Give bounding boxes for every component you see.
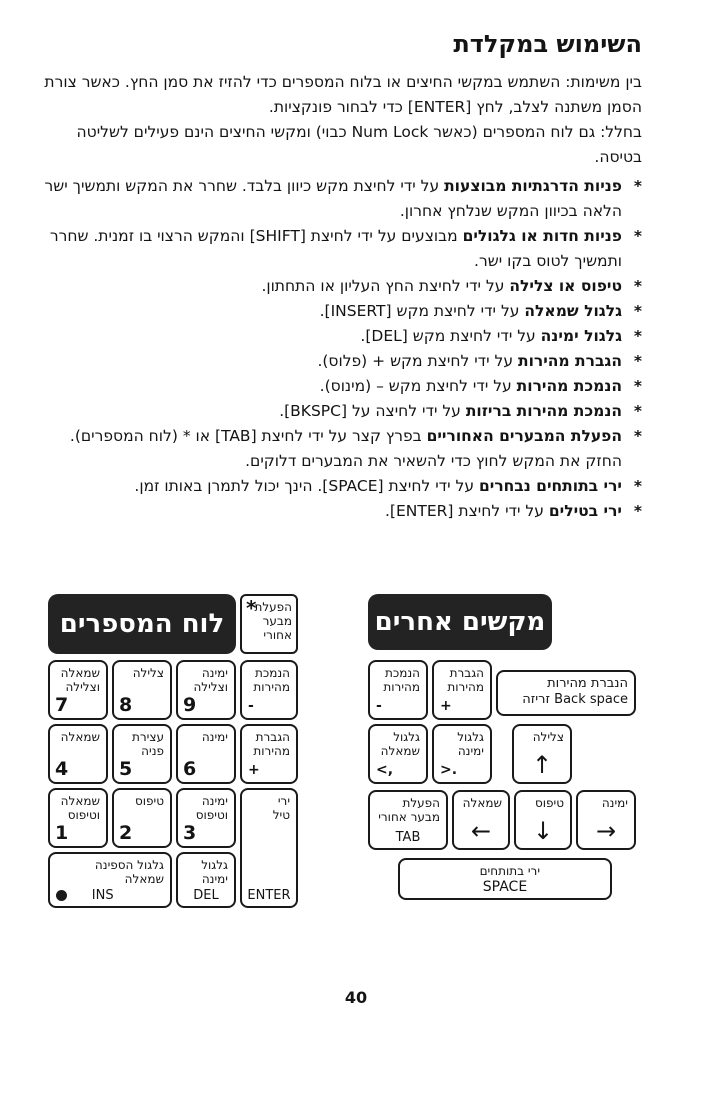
bullet-star: * xyxy=(633,302,642,320)
key-number: 2 xyxy=(119,822,133,844)
list-item xyxy=(42,399,642,424)
intro-paragraph-missions: בין משימות: השתמש במקשי החיצים או בלוח המספרים כדי להזיז את סמן החץ. כאשר צורת הסמן משתנה לצלב, לחץ [ENTER] כדי לבחור פונקציות. xyxy=(44,73,642,116)
key-label: הנמכת מהירות xyxy=(383,666,420,694)
numpad-key-0[interactable] xyxy=(48,852,172,908)
bullet-star: * xyxy=(633,502,642,520)
list-item-text: על ידי לחיצת מקש [INSERT]. xyxy=(319,302,525,320)
arrow-up-icon: ↑ xyxy=(531,751,553,779)
page-number: 40 xyxy=(344,988,368,1007)
list-item xyxy=(42,424,642,474)
bullet-star: * xyxy=(633,427,642,445)
key-label: גלגול שמאלה xyxy=(380,730,420,758)
plus-symbol: + xyxy=(248,762,260,778)
key-english-label: TAB xyxy=(395,830,421,845)
bullet-star: * xyxy=(633,477,642,495)
key-left[interactable] xyxy=(452,790,510,850)
list-item-text: מבוצעים על ידי לחיצת [SHIFT] והמקש הרצוי בו זמנית. שחרר ותמשיך לטוס בקו ישר. xyxy=(49,227,622,270)
key-label: גלגול ימינה xyxy=(201,858,228,886)
key-label: שמאלה xyxy=(60,730,100,744)
key-roll-left[interactable] xyxy=(368,724,428,784)
key-right[interactable] xyxy=(576,790,636,850)
key-label: הנברת מהירות Back space זריזה xyxy=(522,676,628,707)
list-item-bold: הגברת מהירות xyxy=(517,352,622,370)
key-label: הפעלת מבער אחורי xyxy=(378,796,440,824)
numpad-key-del[interactable] xyxy=(176,852,236,908)
numpad-key-8[interactable] xyxy=(112,660,172,720)
numpad-key-2[interactable] xyxy=(112,788,172,848)
plus-symbol: + xyxy=(440,698,452,714)
other-keys-header: מקשים אחרים xyxy=(368,594,552,650)
list-item-bold: הנמכת מהירות xyxy=(516,377,622,395)
key-label: ימינה xyxy=(201,730,228,744)
list-item-text: על ידי לחיצת החץ העליון או התחתון. xyxy=(261,277,510,295)
numpad-key-1[interactable] xyxy=(48,788,108,848)
key-number: 8 xyxy=(119,694,133,716)
numpad-key-4[interactable] xyxy=(48,724,108,784)
numpad-header: לוח המספרים xyxy=(48,594,236,654)
list-item-text: על ידי לחיצת מקש כיוון בלבד. שחרר את המקש ותמשיך ישר הלאה בכיוון המקש שנלחץ אחרון. xyxy=(44,177,622,220)
page-title: השימוש במקלדת xyxy=(453,30,642,58)
numpad-key-minus[interactable] xyxy=(240,660,298,720)
key-number: 9 xyxy=(183,694,197,716)
list-item-bold: ירי בתותחים נבחרים xyxy=(478,477,622,495)
bullet-star: * xyxy=(633,402,642,420)
list-item-text: בפרץ קצר על ידי לחיצת [TAB] או * (לוח המספרים). החזק את המקש לחוץ כדי להשאיר את המבערים דלוקים. xyxy=(69,427,622,470)
list-item-bold: גלגול ימינה xyxy=(540,327,622,345)
bullet-star: * xyxy=(633,177,642,195)
key-number: 5 xyxy=(119,758,133,780)
bullet-star: * xyxy=(633,227,642,245)
key-label: הפעלת מבער אחורי xyxy=(254,600,292,642)
intro-text xyxy=(42,70,642,170)
key-label: הנמכת מהירות xyxy=(253,666,290,694)
key-label: עצירת פניה xyxy=(132,730,164,758)
arrow-down-icon: ↓ xyxy=(532,817,554,845)
numpad-key-enter[interactable] xyxy=(240,788,298,908)
list-item-text: על ידי לחיצת מקש + (פלוס). xyxy=(317,352,518,370)
arrow-right-icon: → xyxy=(595,817,617,845)
key-number: 4 xyxy=(55,758,69,780)
numpad-key-7[interactable] xyxy=(48,660,108,720)
list-item xyxy=(42,499,642,524)
key-label: ימינה וצלילה xyxy=(193,666,228,694)
key-label: צלילה xyxy=(132,666,164,680)
list-item-text: על ידי לחיצת [SPACE]. הינך יכול לתמרן באותו זמן. xyxy=(134,477,479,495)
list-item-text: על ידי לחיצת מקש [DEL]. xyxy=(360,327,541,345)
intro-paragraph-space: בחלל: גם לוח המספרים (כאשר Num Lock כבוי) ומקשי החיצים הינם פעילים לשליטה בטיסה. xyxy=(76,123,642,166)
ins-label: INS xyxy=(91,888,114,903)
bullet-star: * xyxy=(633,377,642,395)
key-backspace[interactable] xyxy=(496,670,636,716)
period-greater-than-symbol: >. xyxy=(440,762,458,778)
key-decrease-speed[interactable] xyxy=(368,660,428,720)
list-item-text: על ידי לחיצה על [BKSPC]. xyxy=(279,402,466,420)
key-english-label: ENTER xyxy=(247,888,291,903)
list-item-bold: הפעלת המבערים האחוריים xyxy=(426,427,622,445)
numpad-key-5[interactable] xyxy=(112,724,172,784)
numpad-key-6[interactable] xyxy=(176,724,236,784)
key-number: 7 xyxy=(55,694,69,716)
list-item-text: על ידי לחיצת מקש – (מינוס). xyxy=(319,377,517,395)
key-label: צלילה xyxy=(532,730,564,744)
key-increase-speed[interactable] xyxy=(432,660,492,720)
list-item-bold: טיפוס או צלילה xyxy=(509,277,622,295)
key-roll-right[interactable] xyxy=(432,724,492,784)
key-label: שמאלה וצלילה xyxy=(60,666,100,694)
numpad-key-asterisk[interactable] xyxy=(240,594,298,654)
key-label: ירי טיל xyxy=(272,794,290,822)
key-number: 6 xyxy=(183,758,197,780)
key-dive[interactable] xyxy=(512,724,572,784)
arrow-left-icon: ← xyxy=(470,817,492,845)
list-item xyxy=(42,274,642,299)
list-item-bold: גלגול שמאלה xyxy=(524,302,622,320)
key-label: טיפוס xyxy=(134,794,164,808)
list-item-bold: ירי בטילים xyxy=(548,502,622,520)
list-item xyxy=(42,474,642,499)
key-label: הגברת מהירות xyxy=(447,666,484,694)
list-item xyxy=(42,324,642,349)
minus-symbol: - xyxy=(248,698,254,714)
list-item-bold: פניות חדות או גלגולים xyxy=(462,227,622,245)
key-label: שמאלה xyxy=(462,796,502,810)
numpad-key-plus[interactable] xyxy=(240,724,298,784)
key-label: גלגול הספינה שמאלה xyxy=(94,858,164,886)
asterisk-symbol: * xyxy=(246,596,257,620)
key-space[interactable] xyxy=(398,858,612,900)
key-english-label: DEL xyxy=(193,888,219,903)
bullet-star: * xyxy=(633,277,642,295)
controls-list xyxy=(42,174,642,524)
key-english-label: SPACE xyxy=(482,879,528,895)
zero-circle-icon xyxy=(56,890,67,901)
list-item xyxy=(42,299,642,324)
key-label: גלגול ימינה xyxy=(457,730,484,758)
key-label: הגברת מהירות xyxy=(253,730,290,758)
key-label: טיפוס xyxy=(534,796,564,810)
comma-less-than-symbol: <, xyxy=(376,762,394,778)
key-tab[interactable] xyxy=(368,790,448,850)
list-item-bold: פניות הדרגתיות מבוצעות xyxy=(444,177,622,195)
list-item xyxy=(42,224,642,274)
key-climb[interactable] xyxy=(514,790,572,850)
numpad-key-3[interactable] xyxy=(176,788,236,848)
list-item-text: על ידי לחיצת [ENTER]. xyxy=(385,502,549,520)
key-number: 1 xyxy=(55,822,69,844)
bullet-star: * xyxy=(633,327,642,345)
numpad-key-9[interactable] xyxy=(176,660,236,720)
list-item xyxy=(42,174,642,224)
key-number: 3 xyxy=(183,822,197,844)
list-item xyxy=(42,349,642,374)
bullet-star: * xyxy=(633,352,642,370)
key-label: שמאלה וטיפוס xyxy=(60,794,100,822)
key-english-label xyxy=(56,888,114,903)
list-item xyxy=(42,374,642,399)
key-label: ירי בתותחים xyxy=(479,864,540,878)
list-item-bold: הנמכת מהירות בריזות xyxy=(465,402,622,420)
key-label: ימינה xyxy=(601,796,628,810)
key-label: ימינה וטיפוס xyxy=(195,794,228,822)
minus-symbol: - xyxy=(376,698,382,714)
